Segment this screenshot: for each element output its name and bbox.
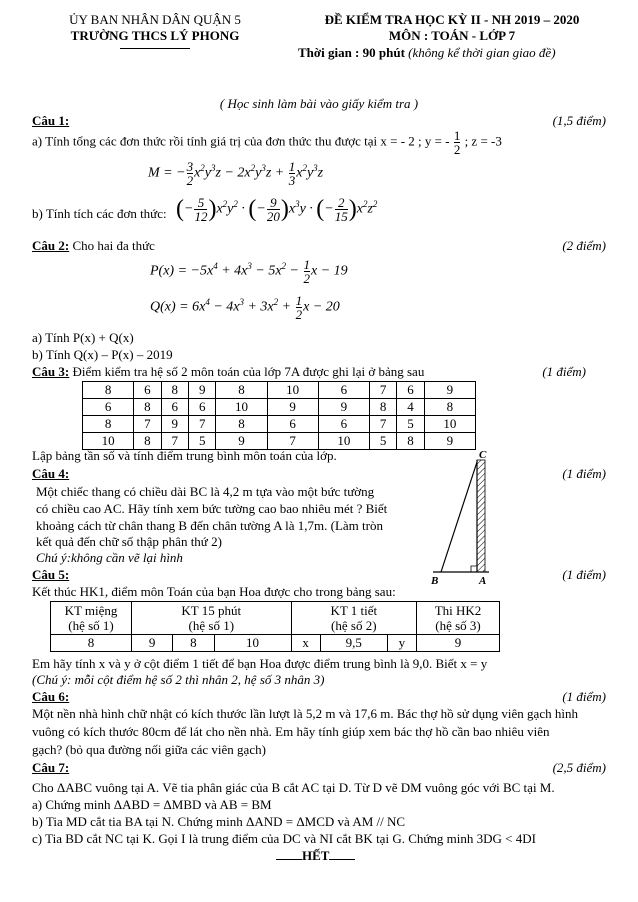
ladder-figure bbox=[425, 448, 497, 588]
subject-line: MÔN : TOÁN - LỚP 7 bbox=[388, 28, 516, 43]
table-cell: 7 bbox=[161, 433, 188, 450]
q1-points: (1,5 điểm) bbox=[552, 113, 606, 128]
label-a: A bbox=[479, 575, 487, 587]
q1-y-den: 2 bbox=[453, 142, 461, 157]
table-cell: 8 bbox=[424, 399, 475, 416]
table-cell: 10 bbox=[214, 635, 291, 652]
table-cell: 6 bbox=[134, 382, 161, 399]
q3-text: Điểm kiểm tra hệ số 2 môn toán của lớp 7A được ghi lại ở bảng sau bbox=[72, 364, 425, 379]
q5-header-cell: KT miệng (hệ số 1) bbox=[51, 602, 132, 635]
table-cell: 7 bbox=[267, 433, 318, 450]
q1-a-text: a) Tính tổng các đơn thức rồi tính giá trị của đơn thức thu được tại x = - 2 ; y = - bbox=[32, 133, 450, 149]
q1-y-fraction bbox=[454, 129, 461, 156]
header-rule bbox=[120, 48, 190, 49]
table-cell: 7 bbox=[188, 416, 215, 433]
table-cell: 9,5 bbox=[320, 635, 387, 652]
table-cell: 10 bbox=[424, 416, 475, 433]
label-c: C bbox=[479, 449, 487, 461]
q7-line4: c) Tia BD cắt NC tại K. Gọi I là trung điểm của DC và NI cắt BK tại G. Chứng minh 3DG < 4DI bbox=[32, 831, 536, 846]
q6-points: (1 điểm) bbox=[562, 689, 606, 704]
table-cell: 8 bbox=[51, 635, 132, 652]
table-cell: 8 bbox=[397, 433, 424, 450]
table-cell: 9 bbox=[161, 416, 188, 433]
q7-points: (2,5 điểm) bbox=[552, 760, 606, 775]
q6-line2: vuông có kích thước 80cm để lát cho nền nhà. Em hãy tính giúp xem bác thợ hồ cần bao nhiêu viên bbox=[32, 724, 550, 739]
table-cell: 10 bbox=[216, 399, 267, 416]
table-cell: 9 bbox=[132, 635, 173, 652]
q5-points: (1 điểm) bbox=[562, 567, 606, 582]
table-cell: 8 bbox=[83, 416, 134, 433]
q1-formula-M: M = − $\frac{3}{2}$ $x^2y^3z - 2x^2y^3z$ + $\frac{1}{3}$ $x^2y^3z$ bbox=[148, 159, 324, 188]
q3-header bbox=[32, 364, 424, 380]
table-cell: x bbox=[291, 635, 320, 652]
table-cell: 9 bbox=[216, 433, 267, 450]
q2-header bbox=[32, 238, 155, 254]
table-cell: 9 bbox=[267, 399, 318, 416]
table-row bbox=[83, 399, 476, 416]
ladder-bc bbox=[441, 462, 477, 572]
time-line bbox=[298, 45, 556, 61]
q2-title: Câu 2: bbox=[32, 238, 70, 253]
wall-shape bbox=[477, 460, 485, 572]
table-cell: 6 bbox=[161, 399, 188, 416]
table-cell: 6 bbox=[397, 382, 424, 399]
q7-line1: Cho ΔABC vuông tại A. Vẽ tia phân giác của B cắt AC tại D. Từ D vẽ DM vuông góc với BC tại M. bbox=[32, 780, 555, 795]
q2-b: b) Tính Q(x) – P(x) – 2019 bbox=[32, 347, 173, 362]
q7-title: Câu 7: bbox=[32, 760, 70, 775]
time-note: (không kể thời gian giao đề) bbox=[408, 45, 556, 60]
table-cell: 6 bbox=[188, 399, 215, 416]
q5-header-cell: KT 1 tiết (hệ số 2) bbox=[291, 602, 416, 635]
table-cell: 7 bbox=[369, 416, 396, 433]
label-b: B bbox=[431, 575, 439, 587]
table-cell: 6 bbox=[83, 399, 134, 416]
end-text: HẾT bbox=[302, 848, 330, 863]
q4-points: (1 điểm) bbox=[562, 466, 606, 481]
q3-after: Lập bảng tần số và tính điểm trung bình môn toán của lớp. bbox=[32, 448, 337, 463]
q4-note: Chú ý:không cần vẽ lại hình bbox=[36, 550, 183, 565]
q1-a bbox=[32, 129, 502, 156]
table-cell: 8 bbox=[134, 433, 161, 450]
q3-score-table bbox=[82, 381, 476, 450]
q2-a: a) Tính P(x) + Q(x) bbox=[32, 330, 134, 345]
q5-header-cell: Thi HK2 (hệ số 3) bbox=[417, 602, 500, 635]
table-cell: 8 bbox=[216, 382, 267, 399]
q1-b-text: b) Tính tích các đơn thức: bbox=[32, 206, 167, 221]
table-cell: 8 bbox=[161, 382, 188, 399]
q7-line2: a) Chứng minh ΔABD = ΔMBD và AB = BM bbox=[32, 797, 272, 812]
right-angle-mark bbox=[471, 566, 477, 572]
q5-after: Em hãy tính x và y ở cột điểm 1 tiết để bạn Hoa được điểm trung bình là 9,0. Biết x = y bbox=[32, 656, 488, 671]
school-district: ỦY BAN NHÂN DÂN QUẬN 5 bbox=[69, 12, 241, 27]
table-cell: 5 bbox=[188, 433, 215, 450]
q4-line2: có chiều cao AC. Hãy tính xem bức tường cao bao nhiêu mét ? Biết bbox=[36, 501, 388, 516]
table-row bbox=[51, 635, 500, 652]
table-cell: y bbox=[387, 635, 416, 652]
q2-formula-Q: $Q(x) = 6x^4 - 4x^3 + 3x^2$ + $\frac{1}{2}$ x − 20 bbox=[150, 293, 340, 322]
q5-title: Câu 5: bbox=[32, 567, 70, 582]
table-row bbox=[83, 433, 476, 450]
time-label: Thời gian : 90 phút bbox=[298, 45, 405, 60]
table-cell: 6 bbox=[267, 416, 318, 433]
q5-header-cell: KT 15 phút (hệ số 1) bbox=[132, 602, 292, 635]
q6-line1: Một nền nhà hình chữ nhật có kích thước lần lượt là 5,2 m và 17,6 m. Bác thợ hồ sử dụng viên gạch hình bbox=[32, 706, 578, 721]
table-cell: 8 bbox=[134, 399, 161, 416]
q5-text: Kết thúc HK1, điểm môn Toán của bạn Hoa được cho trong bảng sau: bbox=[32, 584, 396, 599]
q1-formula-product: (− $\frac{5}{12}$ )$x^2y^2$ · (− $\frac{9}{20}$ )$x^3y$ · (− $\frac{2}{15}$ )$x^2z^2$ bbox=[176, 195, 378, 224]
school-name: TRƯỜNG THCS LÝ PHONG bbox=[70, 28, 240, 43]
q6-line3: gạch? (bỏ qua đường nối giữa các viên gạch) bbox=[32, 742, 266, 757]
q5-note: (Chú ý: mỗi cột điểm hệ số 2 thì nhân 2, hệ số 3 nhân 3) bbox=[32, 672, 325, 687]
table-cell: 9 bbox=[417, 635, 500, 652]
q2-intro: Cho hai đa thức bbox=[72, 238, 155, 253]
table-cell: 5 bbox=[369, 433, 396, 450]
table-cell: 8 bbox=[83, 382, 134, 399]
q3-points: (1 điểm) bbox=[542, 364, 586, 379]
q7-line3: b) Tia MD cắt tia BA tại N. Chứng minh ΔAND = ΔMCD và AM // NC bbox=[32, 814, 406, 829]
table-cell: 10 bbox=[318, 433, 369, 450]
q4-title: Câu 4: bbox=[32, 466, 70, 481]
table-cell: 7 bbox=[134, 416, 161, 433]
table-cell: 5 bbox=[397, 416, 424, 433]
table-cell: 10 bbox=[83, 433, 134, 450]
table-cell: 9 bbox=[424, 433, 475, 450]
q1-a-tail: ; z = -3 bbox=[464, 133, 502, 149]
instruction: ( Học sinh làm bài vào giấy kiểm tra ) bbox=[219, 96, 419, 111]
q4-line3: khoảng cách từ chân thang B đến chân tường A là 1,7m. (Làm tròn bbox=[36, 518, 383, 533]
q1-title: Câu 1: bbox=[32, 113, 70, 128]
table-cell: 6 bbox=[318, 416, 369, 433]
table-row bbox=[83, 416, 476, 433]
q3-title: Câu 3: bbox=[32, 364, 70, 379]
table-cell: 10 bbox=[267, 382, 318, 399]
q4-line4: kết quả đến chữ số thập phân thứ 2) bbox=[36, 534, 222, 549]
q5-score-table bbox=[50, 601, 500, 652]
q6-title: Câu 6: bbox=[32, 689, 70, 704]
q1-y-num: 1 bbox=[453, 128, 461, 143]
table-cell: 8 bbox=[173, 635, 214, 652]
table-cell: 9 bbox=[188, 382, 215, 399]
q2-points: (2 điểm) bbox=[562, 238, 606, 253]
q4-line1: Một chiếc thang có chiều dài BC là 4,2 m tựa vào một bức tường bbox=[36, 484, 375, 499]
exam-title: ĐỀ KIỂM TRA HỌC KỲ II - NH 2019 – 2020 bbox=[324, 12, 580, 27]
table-cell: 7 bbox=[369, 382, 396, 399]
table-cell: 9 bbox=[318, 399, 369, 416]
table-cell: 4 bbox=[397, 399, 424, 416]
table-cell: 6 bbox=[318, 382, 369, 399]
end-marker bbox=[276, 848, 355, 864]
q2-formula-P: $P(x) = -5x^4 + 4x^3 - 5x^2$ − $\frac{1}{2}$ x − 19 bbox=[150, 257, 348, 286]
table-row bbox=[83, 382, 476, 399]
table-cell: 8 bbox=[216, 416, 267, 433]
table-cell: 9 bbox=[424, 382, 475, 399]
table-cell: 8 bbox=[369, 399, 396, 416]
